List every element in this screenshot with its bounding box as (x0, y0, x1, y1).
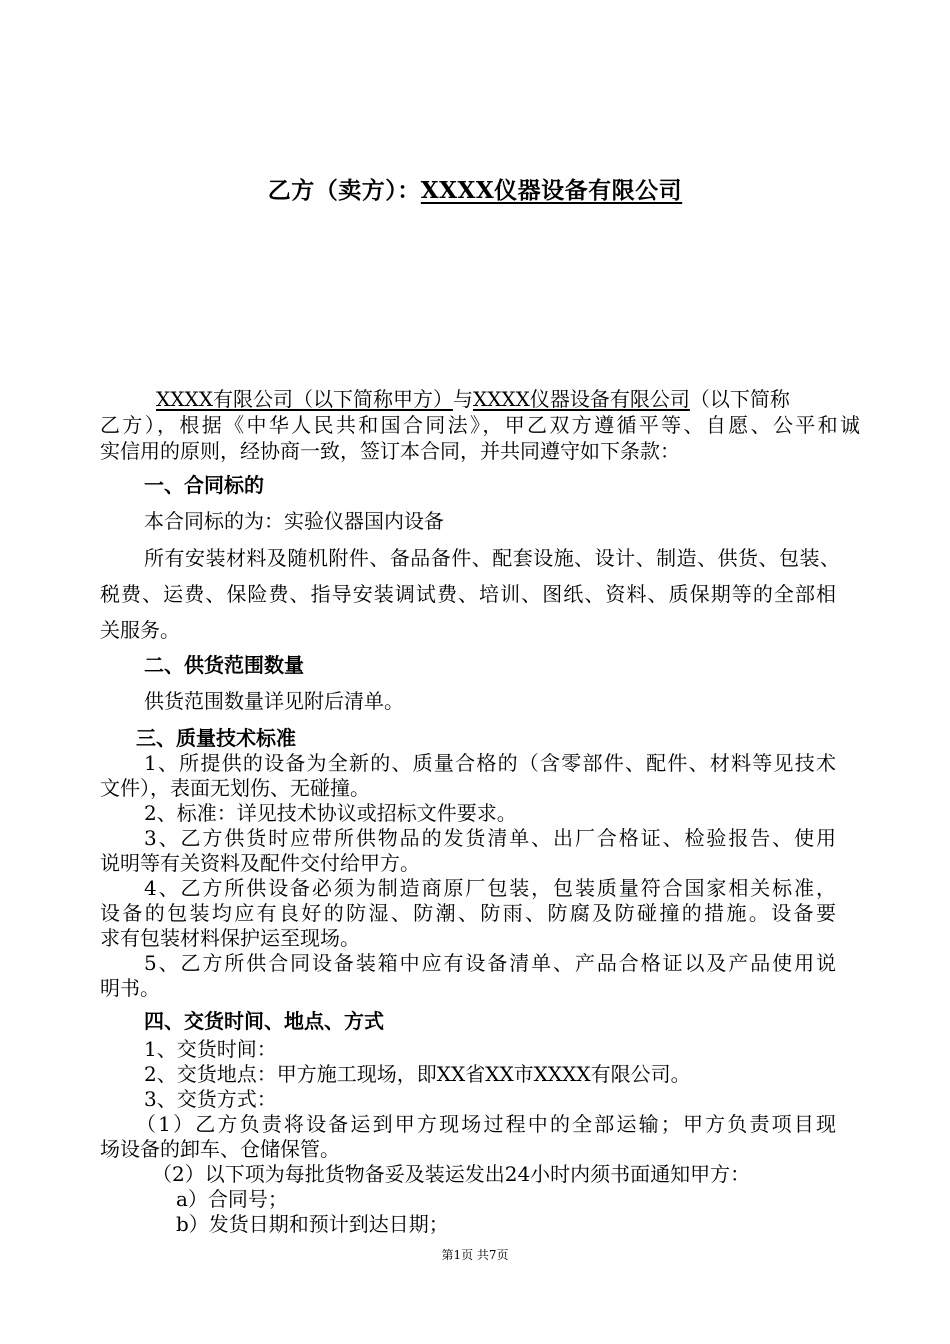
section-3-item-3-line-2: 说明等有关资料及配件交付给甲方。 (100, 851, 420, 875)
section-1-services-line-2: 税费、运费、保险费、指导安装调试费、培训、图纸、资料、质保期等的全部相 (100, 582, 836, 606)
section-4-item-2: 2、交货地点：甲方施工现场，即XX省XX市XXXX有限公司。 (144, 1062, 691, 1086)
section-4-sub-2: （2）以下项为每批货物备妥及装运发出24小时内须书面通知甲方： (152, 1162, 751, 1186)
section-4-sub-1-line-2: 场设备的卸车、仓储保管。 (100, 1137, 340, 1161)
section-3-item-5-line-2: 明书。 (100, 976, 160, 1000)
title-company-name: XXXX仪器设备有限公司 (420, 177, 683, 204)
section-3-item-4-line-1: 4、乙方所供设备必须为制造商原厂包装，包装质量符合国家相关标准， (144, 876, 836, 900)
section-3-item-3-line-1: 3、乙方供货时应带所供物品的发货清单、出厂合格证、检验报告、使用 (144, 826, 836, 850)
section-1-heading: 一、合同标的 (144, 473, 264, 497)
section-3-item-4-line-2: 设备的包装均应有良好的防湿、防潮、防雨、防腐及防碰撞的措施。设备要 (100, 901, 836, 925)
section-3-item-1-line-2: 文件），表面无划伤、无碰撞。 (100, 776, 370, 800)
section-4-list-a: a）合同号； (176, 1187, 288, 1211)
section-4-list-b: b）发货日期和预计到达日期； (176, 1212, 449, 1236)
intro-party-a: XXXX有限公司（以下简称甲方） (156, 387, 453, 411)
section-4-item-3: 3、交货方式： (144, 1087, 277, 1111)
section-4-sub-1-line-1: （1）乙方负责将设备运到甲方现场过程中的全部运输；甲方负责项目现 (136, 1112, 836, 1136)
intro-party-b: XXXX仪器设备有限公司 (472, 387, 690, 411)
section-1-paragraph: 本合同标的为：实验仪器国内设备 (144, 509, 444, 533)
section-4-item-1: 1、交货时间： (144, 1037, 277, 1061)
section-3-item-2: 2、标准：详见技术协议或招标文件要求。 (144, 801, 517, 825)
intro-line-1: XXXX有限公司（以下简称甲方）与XXXX仪器设备有限公司（以下简称 (156, 387, 790, 411)
section-4-heading: 四、交货时间、地点、方式 (144, 1009, 384, 1033)
intro-line-3: 实信用的原则，经协商一致，签订本合同，并共同遵守如下条款： (100, 439, 680, 463)
section-1-services-line-3: 关服务。 (100, 618, 180, 642)
document-title (0, 172, 950, 205)
section-3-item-1-line-1: 1、所提供的设备为全新的、质量合格的（含零部件、配件、材料等见技术 (144, 751, 836, 775)
section-1-services-line-1: 所有安装材料及随机附件、备品备件、配套设施、设计、制造、供货、包装、 (144, 546, 840, 570)
section-2-heading: 二、供货范围数量 (144, 653, 304, 677)
section-3-heading: 三、质量技术标准 (136, 726, 296, 750)
section-3-item-4-line-3: 求有包装材料保护运至现场。 (100, 926, 360, 950)
section-3-item-5-line-1: 5、乙方所供合同设备装箱中应有设备清单、产品合格证以及产品使用说 (144, 951, 836, 975)
intro-line-2: 乙方），根据《中华人民共和国合同法》，甲乙双方遵循平等、自愿、公平和诚 (100, 413, 860, 437)
page-footer: 第1页 共7页 (441, 1248, 509, 1262)
section-2-paragraph: 供货范围数量详见附后清单。 (144, 689, 404, 713)
title-party-label: 乙方（卖方）： (267, 177, 421, 204)
